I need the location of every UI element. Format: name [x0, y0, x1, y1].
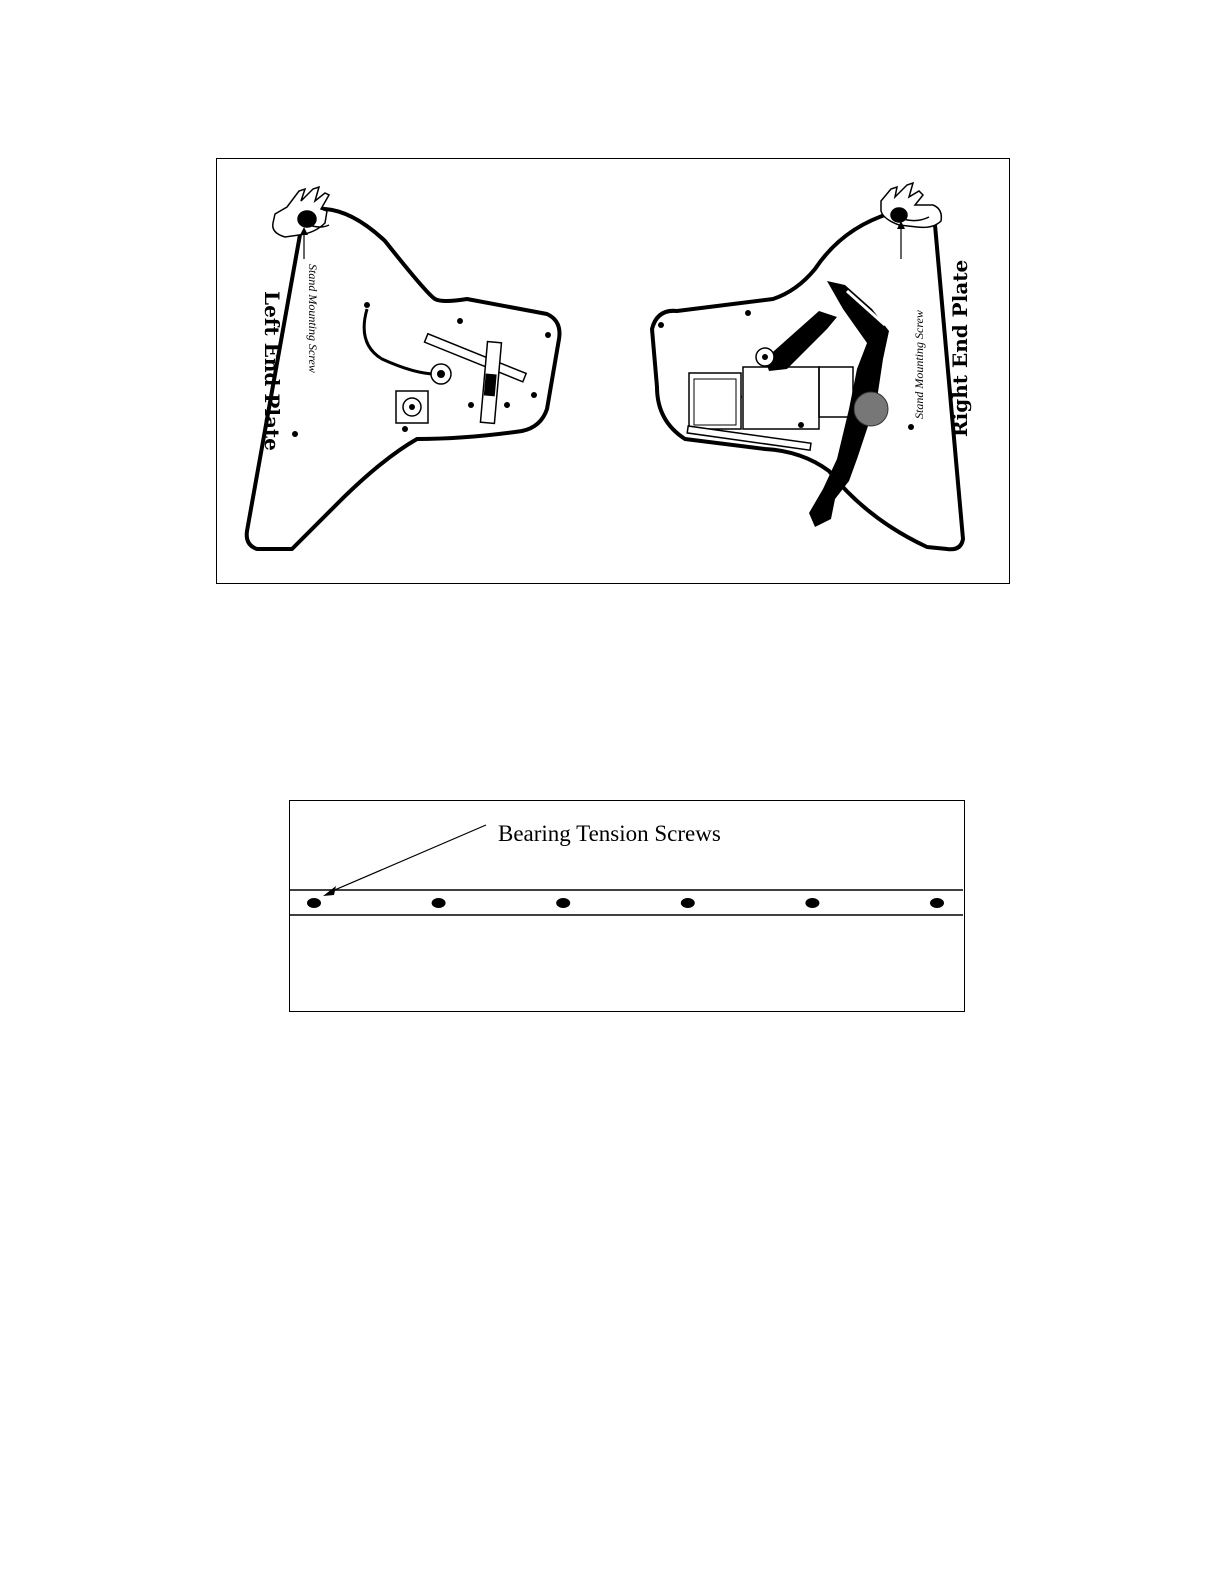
tension-screw [805, 898, 819, 908]
label-arrow-line [330, 825, 486, 892]
tension-screw [432, 898, 446, 908]
left-plate-note: Stand Mounting Screw [306, 264, 320, 373]
end-plates-figure [216, 158, 1010, 584]
bearing-tension-screws [307, 898, 944, 908]
end-plates-drawing [217, 159, 1008, 582]
right-hand-icon [881, 183, 941, 227]
tension-screw [930, 898, 944, 908]
left-plate-outline [247, 209, 560, 549]
left-plate-title: Left End Plate [260, 291, 284, 451]
right-plate-note: Stand Mounting Screw [912, 310, 926, 419]
tension-screw [307, 898, 321, 908]
left-hand-icon [273, 187, 329, 237]
bearing-tension-screws-label: Bearing Tension Screws [498, 821, 721, 846]
right-end-plate [652, 183, 972, 549]
tension-screw [556, 898, 570, 908]
left-end-plate [247, 187, 560, 549]
tension-screw [681, 898, 695, 908]
bearing-rail-drawing [290, 801, 963, 1010]
right-plate-title: Right End Plate [948, 259, 972, 437]
bearing-rail-figure [289, 800, 965, 1012]
label-arrow-head [323, 886, 336, 896]
